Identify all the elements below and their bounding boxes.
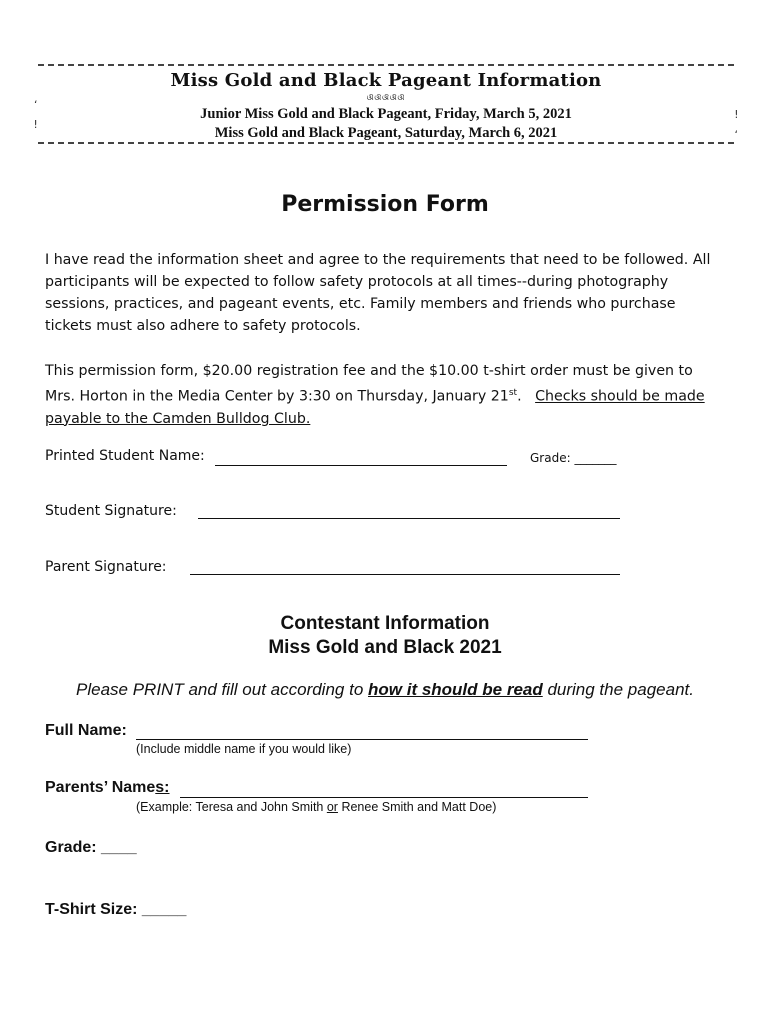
- banner-title: Miss Gold and Black Pageant Information: [170, 70, 602, 91]
- full-name-label: Full Name:: [45, 722, 127, 739]
- banner-left-mark: ǃ: [34, 118, 38, 131]
- parents-names-label: [45, 779, 170, 797]
- student-grade-field[interactable]: Grade: _______: [530, 451, 617, 465]
- requirements-paragraph: I have read the information sheet and agree to the requirements that need to be followed. All participants will be expected to follow safety protocols at all times--during photography sessions, practices, and pageant events, etc. Family members and friends who purchase tickets must also adhere to safety protocols.: [45, 252, 711, 334]
- ornament-divider: ଔଔଔଔଔ: [366, 94, 406, 102]
- ordinal-suffix: st: [508, 388, 518, 398]
- banner-bottom-border: [38, 142, 734, 144]
- banner-right-mark: ʻ: [734, 128, 738, 141]
- contestant-info-heading: Contestant Information: [280, 613, 490, 634]
- submission-text-end: .: [517, 388, 536, 405]
- hint-text: (Example: Teresa and John Smith: [136, 800, 327, 814]
- parent-signature-label: Parent Signature:: [45, 559, 167, 575]
- hint-text-end: Renee Smith and Matt Doe): [337, 800, 497, 814]
- student-signature-field[interactable]: [198, 518, 620, 519]
- banner-top-border: [38, 64, 734, 66]
- submission-paragraph: [45, 360, 725, 430]
- parents-names-hint: [136, 800, 496, 814]
- print-instruction: [0, 680, 770, 700]
- parent-signature-field[interactable]: [190, 574, 620, 575]
- checks-payable-note: Checks should be made payable to the Camden Bulldog Club.: [45, 388, 705, 427]
- hint-or: or: [326, 800, 338, 814]
- contestant-info-subheading: Miss Gold and Black 2021: [268, 637, 502, 658]
- banner-left-mark: ʻ: [34, 98, 38, 111]
- permission-form-title: Permission Form: [281, 192, 489, 217]
- submission-text: This permission form, $20.00 registration fee and the $10.00 t-shirt order must be given to Mrs. Horton in the Media Center by 3:30 on Thursday, January 21: [45, 363, 693, 405]
- parents-label-suffix: s:: [155, 779, 170, 796]
- tshirt-size-field[interactable]: T-Shirt Size: _____: [45, 901, 187, 918]
- junior-pageant-date: Junior Miss Gold and Black Pageant, Friday, March 5, 2021: [200, 106, 572, 122]
- instruction-text: Please PRINT and fill out according to: [76, 680, 368, 699]
- pageant-date: Miss Gold and Black Pageant, Saturday, March 6, 2021: [214, 125, 558, 141]
- full-name-field[interactable]: [136, 739, 588, 740]
- printed-name-field[interactable]: [215, 465, 507, 466]
- instruction-text-end: during the pageant.: [542, 680, 694, 699]
- full-name-hint: (Include middle name if you would like): [136, 742, 352, 756]
- parents-names-field[interactable]: [180, 797, 588, 798]
- instruction-emphasis: how it should be read: [368, 680, 543, 699]
- student-signature-label: Student Signature:: [45, 503, 177, 519]
- printed-name-label: Printed Student Name:: [45, 448, 205, 464]
- contestant-grade-field[interactable]: Grade: ____: [45, 839, 137, 856]
- parents-label-text: Parents’ Name: [45, 779, 156, 796]
- pageant-banner: [34, 64, 738, 144]
- banner-right-mark: ǃ: [734, 108, 738, 121]
